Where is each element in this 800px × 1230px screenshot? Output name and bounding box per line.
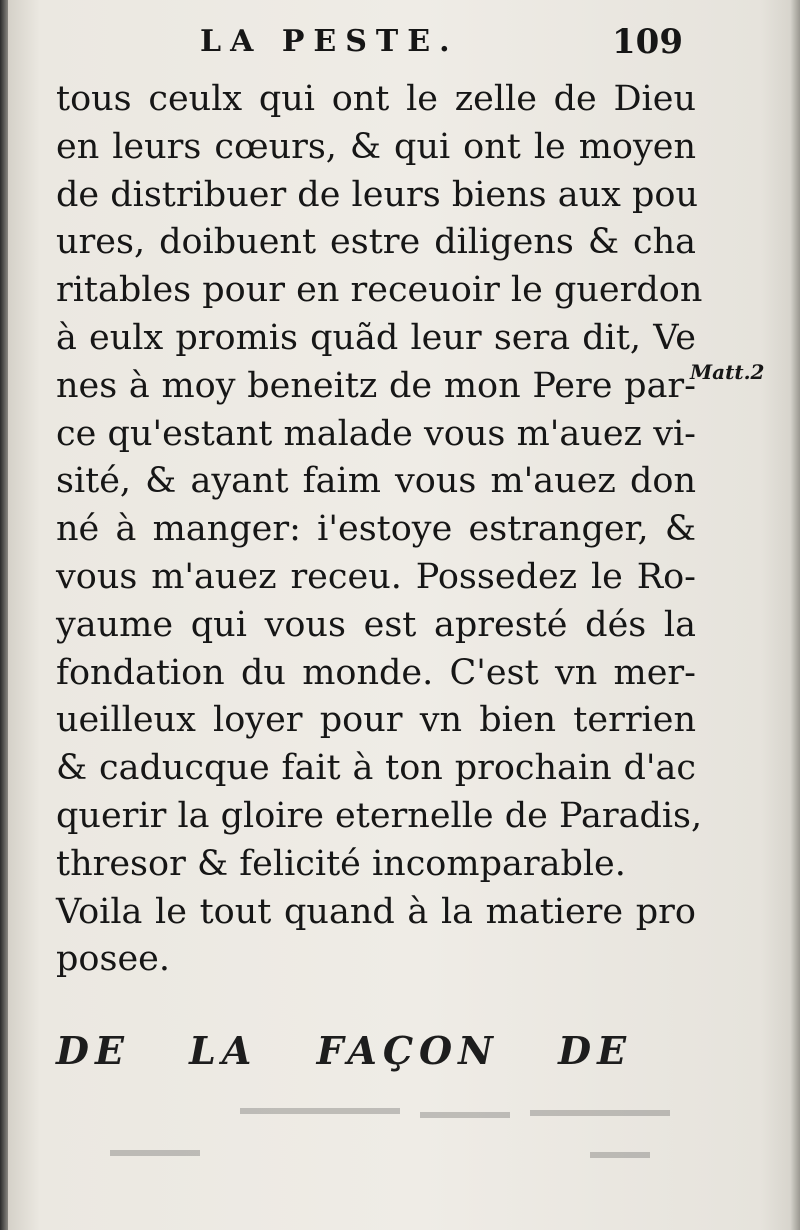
text-line: nes à moy beneitz de mon Pere par- [56, 365, 696, 406]
text-line: ce qu'estant malade vous m'auez vi- [56, 413, 696, 454]
text-line: thresor & felicité incomparable. [56, 843, 626, 884]
show-through-ink [80, 1090, 680, 1180]
page-gutter-right [790, 0, 800, 1230]
page-number: 109 [612, 22, 683, 62]
text-line: ueilleux loyer pour vn bien terrien [56, 700, 696, 741]
marginal-note: Matt.2 [690, 360, 765, 384]
text-line: yaume qui vous est apresté dés la [56, 604, 696, 645]
text-line: Voila le tout quand à la matiere pro [56, 891, 696, 932]
text-line: à eulx promis quãd leur sera dit, Ve [56, 317, 696, 358]
text-line: & caducque fait à ton prochain d'ac [56, 748, 696, 789]
text-line: en leurs cœurs, & qui ont le moyen [56, 126, 696, 167]
text-line: sité, & ayant faim vous m'auez don [56, 461, 696, 502]
text-line: ures, doibuent estre diligens & cha [56, 222, 696, 263]
next-section-heading: DE LA FAÇON DE [56, 1028, 633, 1073]
text-line: vous m'auez receu. Possedez le Ro- [56, 556, 696, 597]
text-line: tous ceulx qui ont le zelle de Dieu [56, 79, 696, 119]
body-text [56, 76, 703, 984]
text-line: fondation du monde. C'est vn mer- [56, 652, 696, 693]
text-line: posee. [56, 939, 170, 980]
text-line: querir la gloire eternelle de Paradis, [56, 795, 703, 836]
page-gutter-left [0, 0, 8, 1230]
text-line: de distribuer de leurs biens aux pou [56, 174, 699, 215]
running-head: LA PESTE. [200, 24, 459, 59]
text-line: né à manger: i'estoye estranger, & [56, 509, 696, 550]
text-line: ritables pour en receuoir le guerdon [56, 270, 703, 311]
